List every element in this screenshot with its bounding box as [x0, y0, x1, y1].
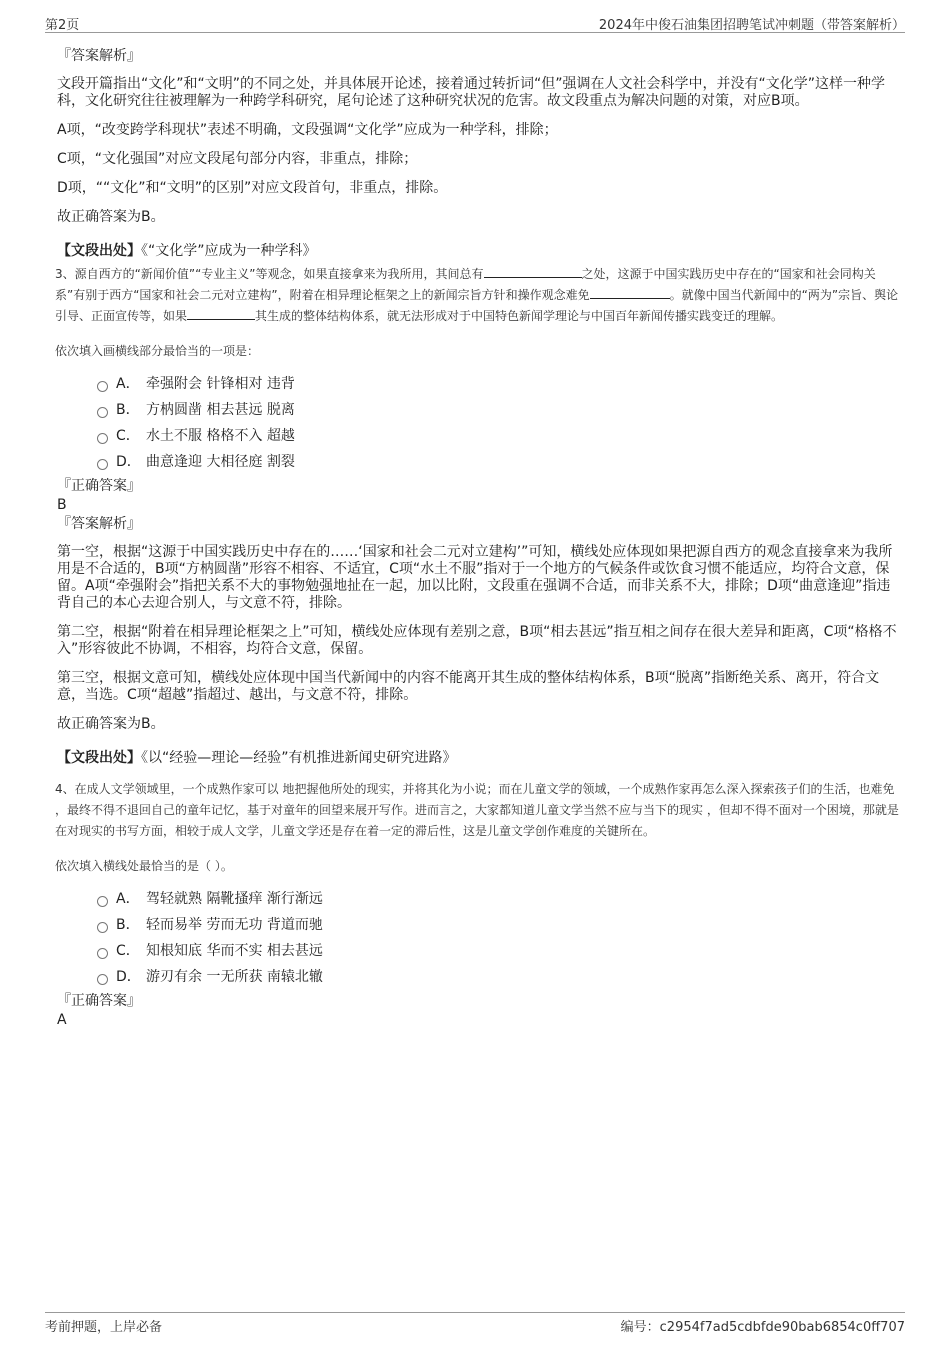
option-text: 知根知底 华而不实 相去甚远 [146, 943, 323, 959]
option-text: 驾轻就熟 隔靴搔痒 渐行渐远 [146, 891, 323, 907]
fill-blank [187, 307, 255, 320]
radio-circle-icon[interactable] [97, 381, 108, 392]
q4-options [97, 886, 900, 990]
q3-option-a[interactable] [97, 371, 900, 397]
radio-circle-icon[interactable] [97, 896, 108, 907]
q4-option-b[interactable] [97, 912, 900, 938]
q4-option-d[interactable] [97, 964, 900, 990]
q3-option-b[interactable] [97, 397, 900, 423]
source-title: 《以“经验—理论—经验”有机推进新闻史研究进路》 [141, 750, 457, 766]
page-header [45, 12, 905, 33]
radio-circle-icon[interactable] [97, 433, 108, 444]
q3-text-part: 。就像中国当代新闻中的“两为”宗旨、舆论引导、正面宣传等，如果 [55, 288, 899, 323]
q2-analysis-paragraph: C项，“文化强国”对应文段尾句部分内容，非重点，排除； [57, 151, 418, 167]
q3-text-part: 其生成的整体结构体系，就无法形成对于中国特色新闻学理论与中国百年新闻传播实践变迁的理解。 [255, 309, 784, 323]
q2-analysis-paragraph: 文段开篇指出“文化”和“文明”的不同之处，并具体展开论述，接着通过转折词“但”强调在人文社会科学中，并没有“文化学”这样一种学科，文化研究往往被理解为一种跨学科研究，尾句论述了这种研究状况的危害。故文段重点为解决问题的对策，对应B项。 [57, 76, 886, 109]
option-text: 方枘圆凿 相去甚远 脱离 [146, 402, 295, 418]
q3-analysis-label: 『答案解析』 [57, 516, 141, 532]
radio-circle-icon[interactable] [97, 407, 108, 418]
document-body [55, 46, 900, 1029]
q3-option-c[interactable] [97, 423, 900, 449]
source-title: 《“文化学”应成为一种学科》 [141, 243, 317, 259]
option-letter: B． [116, 917, 140, 933]
footer-slogan: 考前押题，上岸必备 [45, 1320, 163, 1335]
q3-answer: B [57, 497, 67, 513]
option-letter: C． [116, 428, 140, 444]
option-letter: D． [116, 454, 141, 470]
q3-options [97, 371, 900, 475]
page-number: 第2页 [45, 18, 80, 33]
option-letter: A． [116, 891, 140, 907]
radio-circle-icon[interactable] [97, 974, 108, 985]
q2-analysis-paragraph: D项，““文化”和“文明”的区别”对应文段首句，非重点，排除。 [57, 180, 448, 196]
option-text: 曲意逢迎 大相径庭 割裂 [146, 454, 295, 470]
q3-analysis-paragraph: 第一空，根据“这源于中国实践历史中存在的……‘国家和社会二元对立建构’”可知，横线处应体现如果把源自西方的观念直接拿来为我所用是不合适的，B项“方枘圆凿”形容不相容、不适宜，C项“水土不服”指对于一个地方的气候条件或饮食习惯不能适应，均符合文意，保留。A项“牵强附会”指把关系不大的事物勉强地扯在一起，加以比附，文段重在强调不合适，而非关系不大，排除；D项“曲意逢迎”指违背自己的本心去迎合别人，与文意不符，排除。 [57, 544, 893, 611]
radio-circle-icon[interactable] [97, 948, 108, 959]
q3-text-part: 3、源自西方的“新闻价值”“专业主义”等观念，如果直接拿来为我所用，其间总有 [55, 267, 484, 281]
q3-text-part: 之处，这源于中国实践历史中存在的“国家和社会同构关系”有别于西方“国家和社会二元对立建构”，附着在相异理论框架之上的新闻宗旨方针和操作观念难免 [55, 267, 876, 302]
q4-instruction: 依次填入横线处最恰当的是（ ）。 [55, 859, 233, 873]
q4-answer: A [57, 1012, 67, 1028]
q2-conclusion: 故正确答案为B。 [57, 209, 165, 225]
q3-conclusion: 故正确答案为B。 [57, 716, 165, 732]
option-text: 牵强附会 针锋相对 违背 [146, 376, 295, 392]
q3-source [57, 749, 900, 767]
radio-circle-icon[interactable] [97, 922, 108, 933]
q4-question-text: 4、在成人文学领域里，一个成熟作家可以 地把握他所处的现实，并将其化为小说；而在儿童文学的领域，一个成熟作家再怎么深入探索孩子们的生活，也难免 ，最终不得不退回自己的童年记忆，基于对童年的回望来展开写作。进而言之，大家都知道儿童文学当然不应与当下的现实 ，但却不得不面对一个困境，那就是在对现实的书写方面，相较于成人文学，儿童文学还是存在着一定的滞后性，这是儿童文学创作难度的关键所在。 [55, 782, 899, 838]
source-tag: 【文段出处】 [57, 243, 141, 259]
option-letter: D． [116, 969, 141, 985]
fill-blank [590, 286, 670, 299]
option-letter: A． [116, 376, 140, 392]
q3-analysis-paragraph: 第二空，根据“附着在相异理论框架之上”可知，横线处应体现有差别之意，B项“相去甚远”指互相之间存在很大差异和距离，C项“格格不入”形容彼此不协调，不相容，均符合文意，保留。 [57, 624, 897, 657]
radio-circle-icon[interactable] [97, 459, 108, 470]
option-text: 轻而易举 劳而无功 背道而驰 [146, 917, 323, 933]
q4-answer-label: 『正确答案』 [57, 993, 141, 1009]
q3-analysis-paragraph: 第三空，根据文意可知，横线处应体现中国当代新闻中的内容不能离开其生成的整体结构体系，B项“脱离”指断绝关系、离开，符合文意，当选。C项“超越”指超过、越出，与文意不符，排除。 [57, 670, 880, 703]
document-title: 2024年中俊石油集团招聘笔试冲刺题（带答案解析） [598, 18, 905, 33]
option-letter: C． [116, 943, 140, 959]
page-footer [45, 1312, 905, 1335]
q2-analysis-paragraph: A项，“改变跨学科现状”表述不明确，文段强调“文化学”应成为一种学科，排除； [57, 122, 558, 138]
fill-blank [484, 265, 582, 278]
q2-source [57, 242, 900, 260]
source-tag: 【文段出处】 [57, 750, 141, 766]
option-text: 水土不服 格格不入 超越 [146, 428, 295, 444]
q3-option-d[interactable] [97, 449, 900, 475]
q3-question-text [55, 264, 900, 327]
q4-option-a[interactable] [97, 886, 900, 912]
option-text: 游刃有余 一无所获 南辕北辙 [146, 969, 323, 985]
document-code: 编号：c2954f7ad5cdbfde90bab6854c0ff707 [620, 1320, 905, 1335]
q3-answer-label: 『正确答案』 [57, 478, 141, 494]
q4-option-c[interactable] [97, 938, 900, 964]
option-letter: B． [116, 402, 140, 418]
q2-analysis-label: 『答案解析』 [57, 48, 141, 64]
q3-instruction: 依次填入画横线部分最恰当的一项是： [55, 344, 260, 358]
